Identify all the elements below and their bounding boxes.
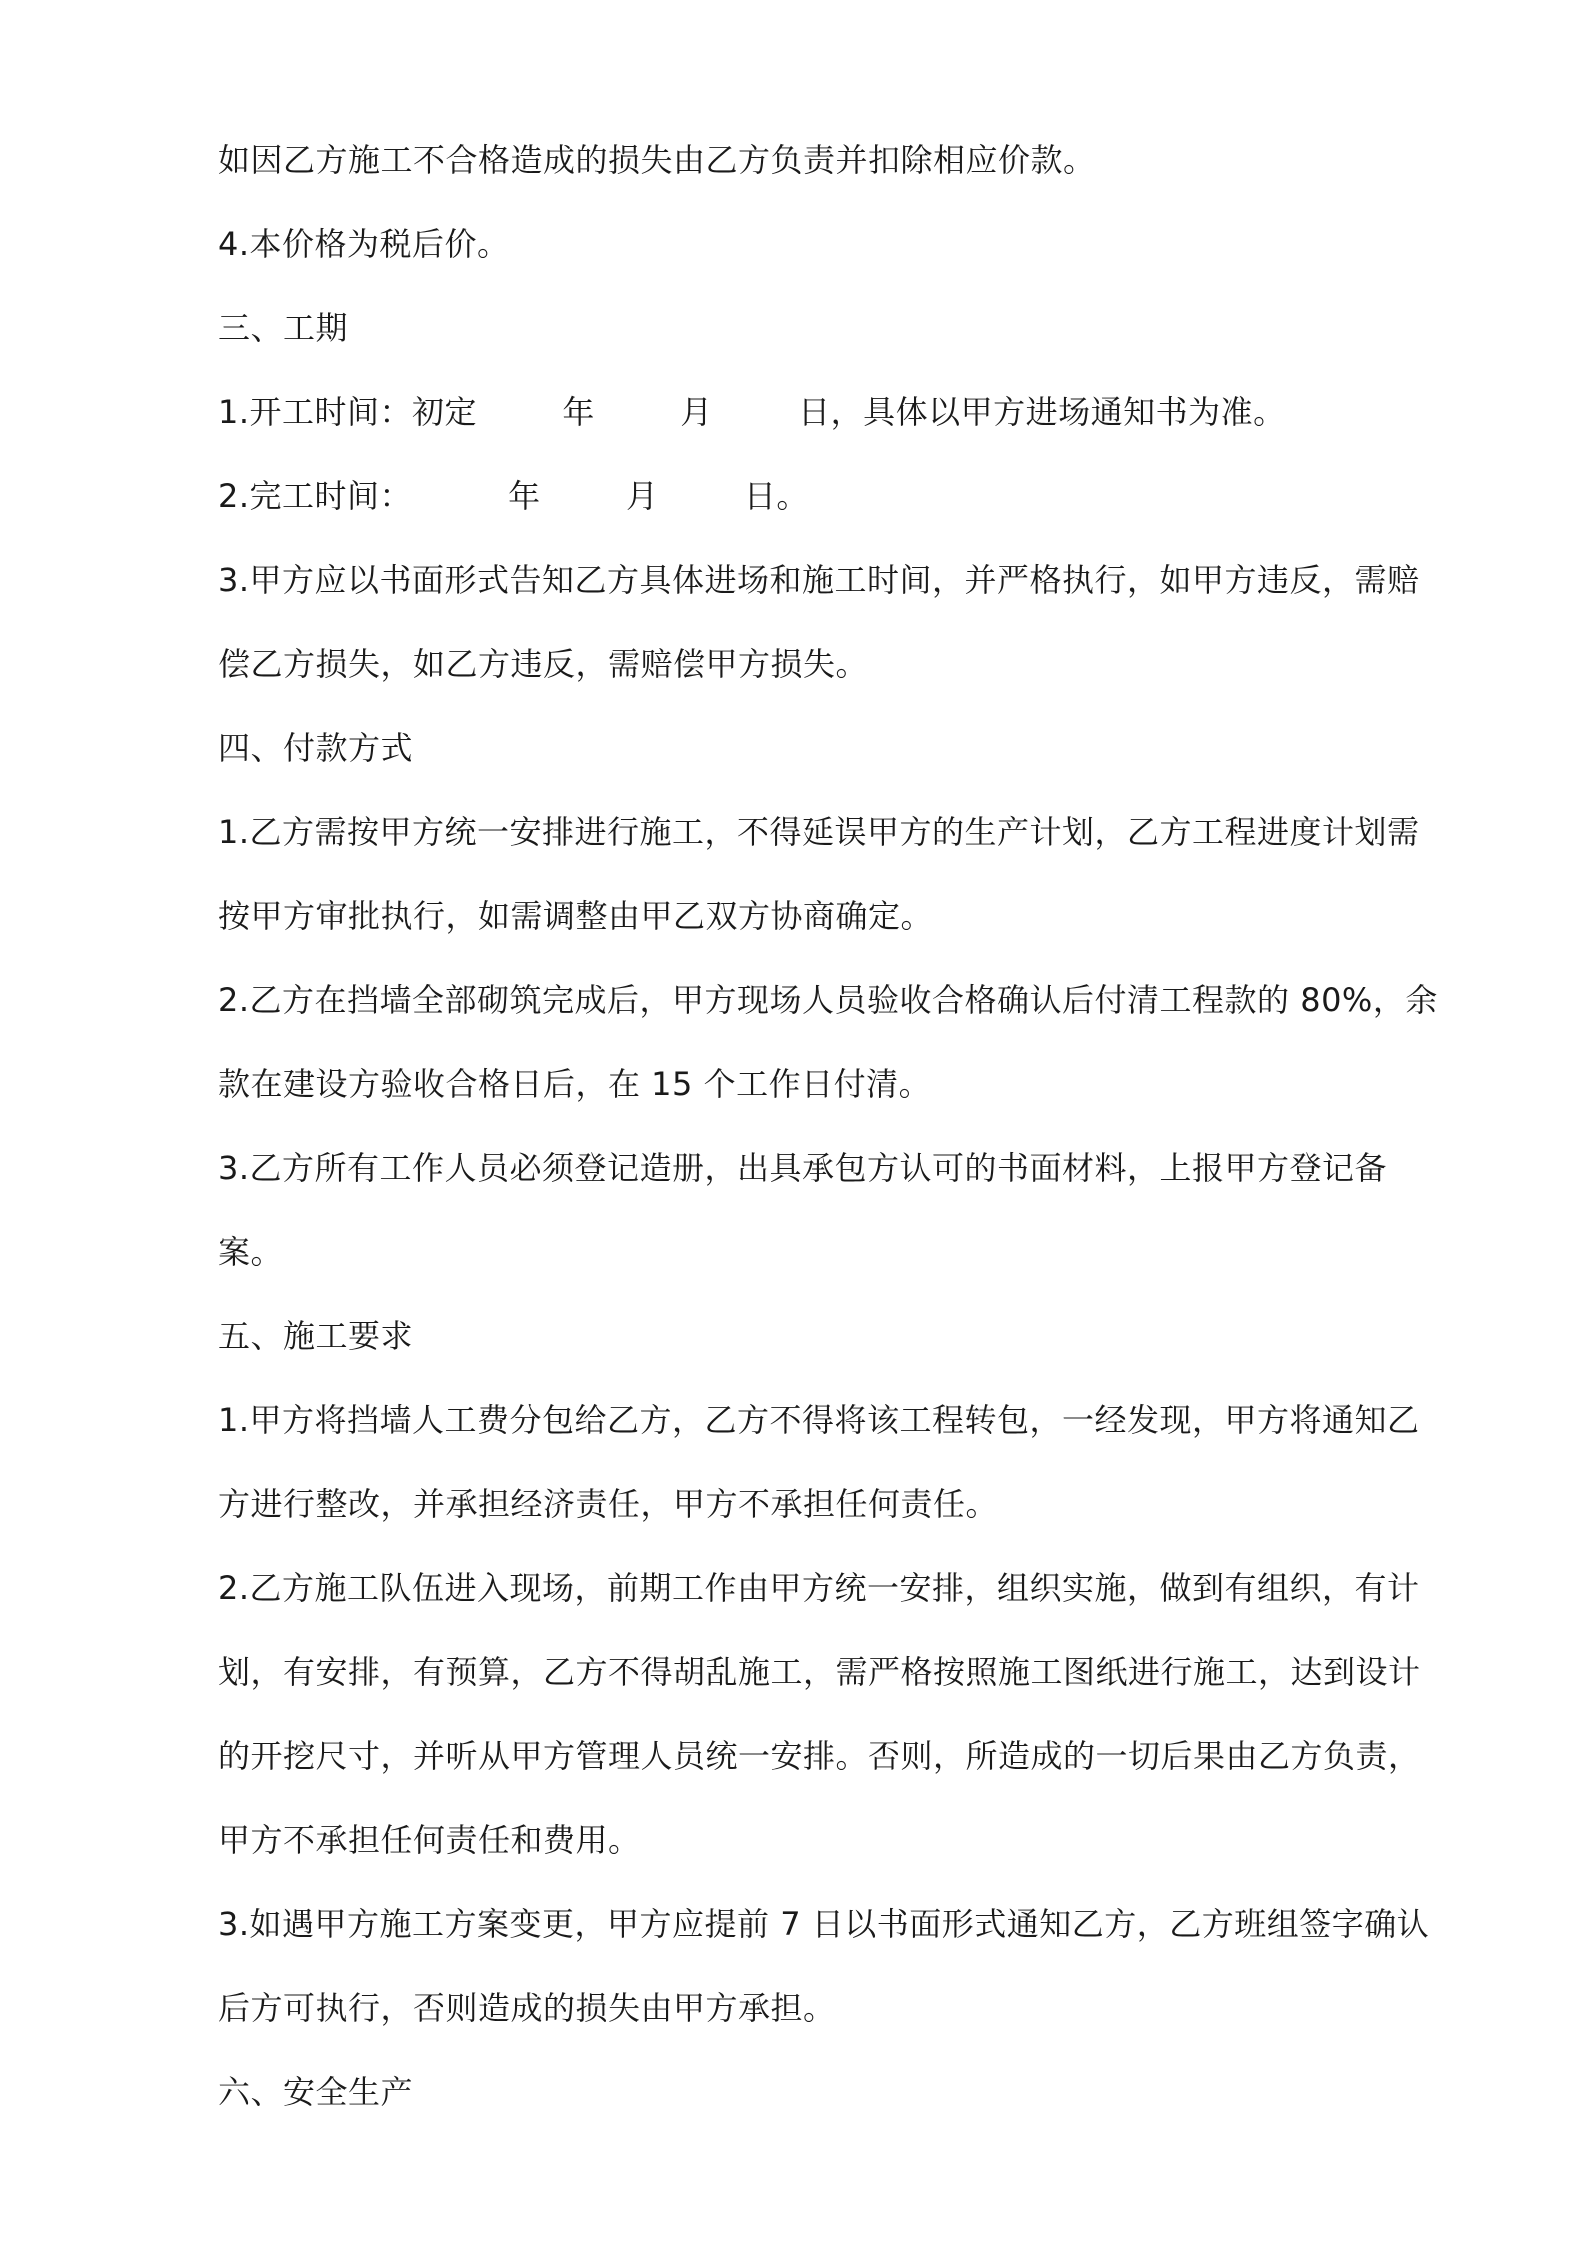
- text-line: 方进行整改，并承担经济责任，甲方不承担任何责任。: [218, 1485, 999, 1523]
- text-line: 划，有安排，有预算，乙方不得胡乱施工，需严格按照施工图纸进行施工，达到设计: [218, 1653, 1421, 1691]
- text-line: 后方可执行，否则造成的损失由甲方承担。: [218, 1989, 836, 2027]
- text-line: 偿乙方损失，如乙方违反，需赔偿甲方损失。: [218, 645, 869, 683]
- text-line: 1.甲方将挡墙人工费分包给乙方，乙方不得将该工程转包，一经发现，甲方将通知乙: [218, 1401, 1420, 1439]
- text-line: 3.甲方应以书面形式告知乙方具体进场和施工时间，并严格执行，如甲方违反，需赔: [218, 561, 1420, 599]
- text-line: 2.乙方施工队伍进入现场，前期工作由甲方统一安排，组织实施，做到有组织，有计: [218, 1569, 1420, 1607]
- text-line: 2.完工时间： 年 月 日。: [218, 477, 809, 515]
- section-heading: 六、安全生产: [218, 2073, 414, 2111]
- text-line: 2.乙方在挡墙全部砌筑完成后，甲方现场人员验收合格确认后付清工程款的 80%，余: [218, 981, 1438, 1019]
- text-line: 1.开工时间：初定 年 月 日，具体以甲方进场通知书为准。: [218, 393, 1286, 431]
- text-line: 3.如遇甲方施工方案变更，甲方应提前 7 日以书面形式通知乙方，乙方班组签字确认: [218, 1905, 1430, 1943]
- text-line: 款在建设方验收合格日后，在 15 个工作日付清。: [218, 1065, 932, 1103]
- text-line: 如因乙方施工不合格造成的损失由乙方负责并扣除相应价款。: [218, 141, 1096, 179]
- text-line: 的开挖尺寸，并听从甲方管理人员统一安排。否则，所造成的一切后果由乙方负责，: [218, 1737, 1421, 1775]
- text-line: 1.乙方需按甲方统一安排进行施工，不得延误甲方的生产计划，乙方工程进度计划需: [218, 813, 1420, 851]
- text-line: 案。: [218, 1233, 284, 1271]
- text-line: 4.本价格为税后价。: [218, 225, 510, 263]
- section-heading: 五、施工要求: [218, 1317, 414, 1355]
- text-line: 3.乙方所有工作人员必须登记造册，出具承包方认可的书面材料，上报甲方登记备: [218, 1149, 1388, 1187]
- section-heading: 三、工期: [218, 309, 349, 347]
- section-heading: 四、付款方式: [218, 729, 414, 767]
- text-line: 按甲方审批执行，如需调整由甲乙双方协商确定。: [218, 897, 934, 935]
- text-line: 甲方不承担任何责任和费用。: [218, 1821, 641, 1859]
